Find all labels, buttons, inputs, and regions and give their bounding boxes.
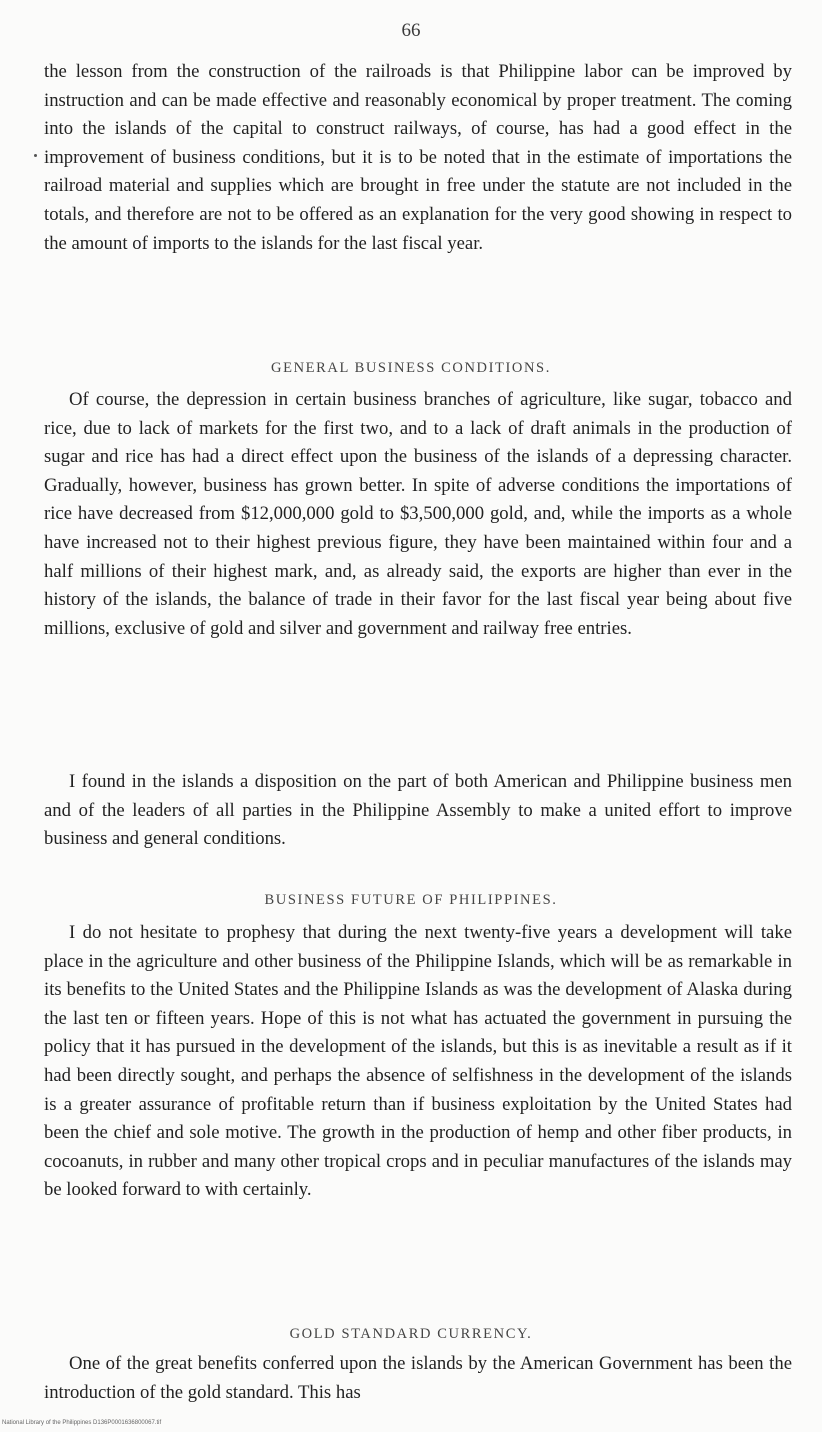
section-heading-business-future: BUSINESS FUTURE OF PHILIPPINES.: [264, 892, 558, 908]
section-heading-general-business: GENERAL BUSINESS CONDITIONS.: [271, 360, 551, 376]
paragraph-1-block: [44, 58, 792, 258]
paragraph: I found in the islands a disposition on the part of both American and Philippine business men and of the leaders of all parties in the Philippine Assembly to make a united effort to improve business and general conditions.: [44, 771, 792, 850]
paragraph: I do not hesitate to prophesy that during the next twenty-five years a development will take place in the agriculture and other business of the Philippine Islands, which will be as remarkable in its benefits to the United States and the Philippine Islands as was the development of Alaska during the last ten or fifteen years. Hope of this is not what has actuated the government in pursuing the policy that it has pursued in the development of the islands, but this is as inevitable a result as if it had been directly sought, and perhaps the absence of selfishness in the development of the islands is a greater assurance of profitable return than if business exploitation by the United States had been the chief and sole motive. The growth in the production of hemp and other fiber products, in cocoanuts, in rubber and many other tropical crops and in peculiar manufactures of the islands may be looked forward to with certainly.: [44, 922, 792, 1201]
paragraph-5-block: [44, 1350, 792, 1407]
paragraph: Of course, the depression in certain business branches of agriculture, like sugar, tobacco and rice, due to lack of markets for the first two, and to a lack of draft animals in the production of sugar and rice has had a direct effect upon the business of the islands of a depressing character. Gradually, however, business has grown better. In spite of adverse conditions the importations of rice have decreased from $12,000,000 gold to $3,500,000 gold, and, while the imports as a whole have increased not to their highest previous figure, they have been maintained within four and a half millions of their highest mark, and, as already said, the exports are higher than ever in the history of the islands, the balance of trade in their favor for the last fiscal year being about five millions, exclusive of gold and silver and government and railway free entries.: [44, 389, 792, 639]
section-heading-gold-standard: GOLD STANDARD CURRENCY.: [289, 1326, 533, 1342]
paragraph: the lesson from the construction of the railroads is that Philippine labor can be improved by instruction and can be made effective and reasonably economical by proper treatment. The coming into the islands of the capital to construct railways, of course, has had a good effect in the improvement of business conditions, but it is to be noted that in the estimate of importations the railroad material and supplies which are brought in free under the statute are not included in the totals, and therefore are not to be offered as an explanation for the very good showing in respect to the amount of imports to the islands for the last fiscal year.: [44, 61, 792, 254]
paragraph-3-block: [44, 768, 792, 854]
page-number: 66: [401, 20, 421, 41]
paragraph-2-block: [44, 386, 792, 643]
paragraph-4-block: [44, 919, 792, 1205]
scan-speck: [34, 154, 37, 157]
footer-caption: National Library of the Philippines D136P0001636800067.tif: [2, 1420, 162, 1426]
paragraph: One of the great benefits conferred upon the islands by the American Government has been the introduction of the gold standard. This has: [44, 1353, 792, 1403]
